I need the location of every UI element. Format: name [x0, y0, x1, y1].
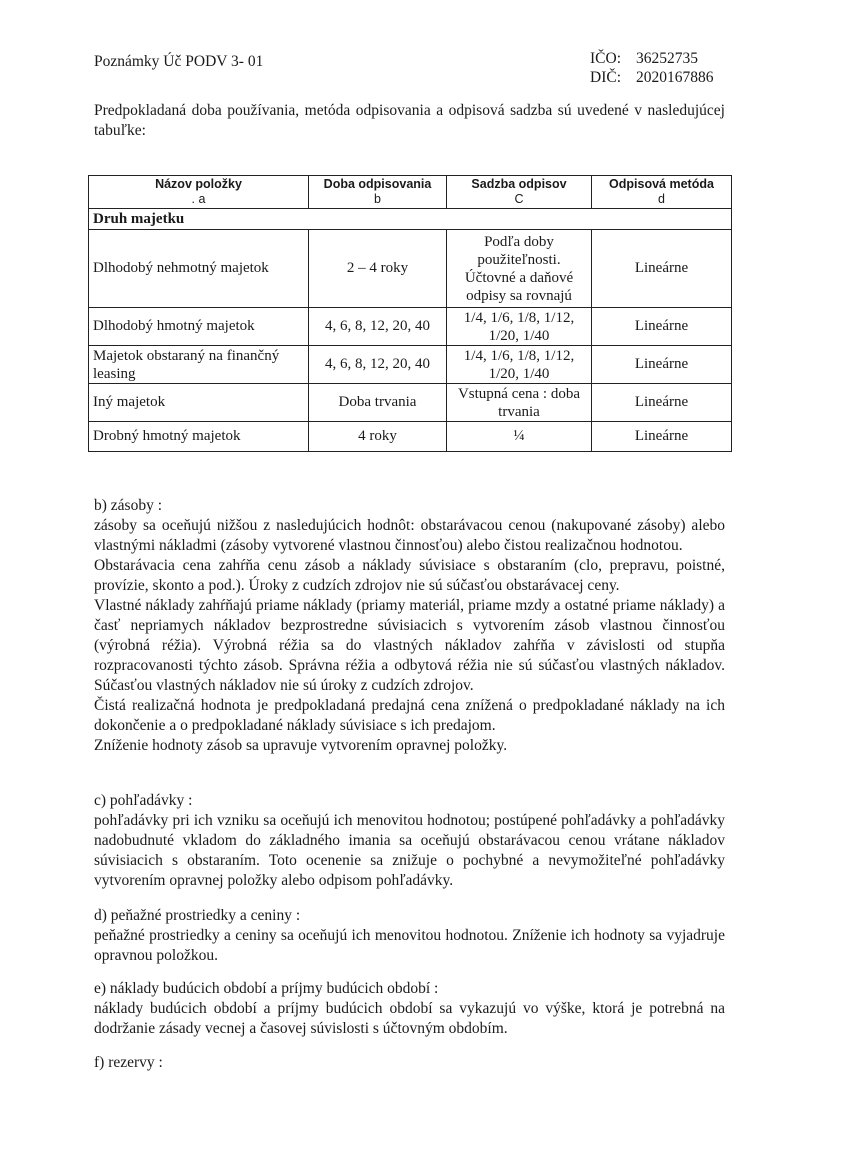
asset-name: Iný majetok: [89, 384, 309, 422]
section-provisions: [94, 1053, 725, 1073]
table-row: [89, 346, 732, 384]
col-header-period-sub: b: [374, 192, 381, 206]
col-header-name-letter: a: [198, 192, 206, 206]
table-row: [89, 384, 732, 422]
table-row: [89, 230, 732, 308]
paragraph: Zníženie hodnoty zásob sa upravuje vytvorením opravnej položky.: [94, 737, 508, 754]
paragraph: Vlastné náklady zahŕňajú priame náklady (priamy materiál, priame mzdy a ostatné priame náklady) a časť nepriamych nákladov bezprostredne súvisiacich s vytvorením zásob vlastnou činnosťou (výrobná réžia). Výrobná réžia sa do vlastných nákladov zahŕňa v závislosti od stupňa rozpracovanosti týchto zásob. Správna réžia a odbytová réžia nie sú súčasťou vlastných nákladov. Súčasťou vlastných nákladov nie sú úroky z cudzích zdrojov.: [94, 597, 725, 694]
document-header-title: Poznámky Úč PODV 3- 01: [94, 53, 264, 70]
intro-paragraph: Predpokladaná doba používania, metóda odpisovania a odpisová sadzba sú uvedené v nasledujúcej tabuľke:: [94, 102, 725, 139]
section-title: c) pohľadávky :: [94, 792, 193, 809]
ico-value: 36252735: [636, 50, 698, 67]
depreciation-method: Lineárne: [592, 384, 732, 422]
col-header-method-sub: d: [658, 192, 665, 206]
col-header-name-sub: [91, 192, 306, 207]
col-header-period: [309, 176, 447, 209]
paragraph: zásoby sa oceňujú nižšou z nasledujúcich hodnôt: obstarávacou cenou (nakupované zásoby) alebo vlastnými nákladmi (zásoby vytvorené vlastnou činnosťou) alebo čistou realizačnou hodnotou.: [94, 517, 725, 554]
depreciation-rate: Podľa doby použiteľnosti. Účtovné a daňové odpisy sa rovnajú: [447, 230, 592, 308]
paragraph: náklady budúcich období a príjmy budúcich období sa vykazujú vo výške, ktorá je potrebná na dodržanie zásady vecnej a časovej súvislosti s účtovným obdobím.: [94, 1000, 725, 1037]
asset-name: Drobný hmotný majetok: [89, 422, 309, 452]
table-group-row: [89, 209, 732, 230]
col-header-name: [89, 176, 309, 209]
depreciation-rate: ¼: [447, 422, 592, 452]
depreciation-period: 4 roky: [309, 422, 447, 452]
section-receivables: [94, 791, 725, 891]
paragraph: Obstarávacia cena zahŕňa cenu zásob a náklady súvisiace s obstaraním (clo, prepravu, poistné, provízie, skonto a pod.). Úroky z cudzích zdrojov nie sú súčasťou obstarávacej ceny.: [94, 557, 725, 594]
section-inventory: [94, 496, 725, 756]
depreciation-method: Lineárne: [592, 346, 732, 384]
table-header-row: [89, 176, 732, 209]
asset-name: Majetok obstaraný na finančný leasing: [89, 346, 309, 384]
section-title: d) peňažné prostriedky a ceniny :: [94, 907, 301, 924]
depreciation-rate: 1/4, 1/6, 1/8, 1/12, 1/20, 1/40: [447, 308, 592, 346]
asset-name: Dlhodobý nehmotný majetok: [89, 230, 309, 308]
section-title: b) zásoby :: [94, 497, 163, 514]
depreciation-rate: 1/4, 1/6, 1/8, 1/12, 1/20, 1/40: [447, 346, 592, 384]
col-header-name-prefix: .: [191, 192, 199, 206]
section-title: f) rezervy :: [94, 1054, 163, 1071]
section-cash: [94, 906, 725, 966]
depreciation-period: Doba trvania: [309, 384, 447, 422]
col-header-rate-sub: C: [514, 192, 524, 206]
section-title: e) náklady budúcich období a príjmy budúcich období :: [94, 980, 439, 997]
depreciation-rate: Vstupná cena : doba trvania: [447, 384, 592, 422]
depreciation-period: 4, 6, 8, 12, 20, 40: [309, 308, 447, 346]
table-row: [89, 308, 732, 346]
asset-name: Dlhodobý hmotný majetok: [89, 308, 309, 346]
ico-row: [590, 49, 714, 68]
depreciation-period: 2 – 4 roky: [309, 230, 447, 308]
col-header-name-title: Názov položky: [155, 177, 242, 191]
paragraph: pohľadávky pri ich vzniku sa oceňujú ich menovitou hodnotou; postúpené pohľadávky a pohľadávky nadobudnuté vkladom do základného imania sa oceňujú obstarávacou cenou vrátane nákladov súvisiacich s obstaraním. Toto ocenenie sa znižuje o pochybné a nevymožiteľné pohľadávky vytvorením opravnej položky alebo odpisom pohľadávky.: [94, 812, 725, 889]
paragraph: peňažné prostriedky a ceniny sa oceňujú ich menovitou hodnotou. Zníženie ich hodnoty sa vyjadruje opravnou položkou.: [94, 927, 725, 964]
col-header-rate: [447, 176, 592, 209]
depreciation-table: [88, 175, 732, 452]
dic-value: 2020167886: [636, 69, 714, 86]
ico-label: IČO:: [590, 50, 621, 67]
depreciation-method: Lineárne: [592, 308, 732, 346]
col-header-period-title: Doba odpisovania: [323, 177, 432, 191]
group-label: Druh majetku: [89, 209, 732, 230]
depreciation-method: Lineárne: [592, 230, 732, 308]
paragraph: Čistá realizačná hodnota je predpokladaná predajná cena znížená o predpokladané náklady na ich dokončenie a o predpokladané náklady súvisiace s ich predajom.: [94, 697, 725, 734]
depreciation-period: 4, 6, 8, 12, 20, 40: [309, 346, 447, 384]
depreciation-method: Lineárne: [592, 422, 732, 452]
dic-label: DIČ:: [590, 69, 621, 86]
dic-row: [590, 68, 714, 87]
col-header-method: [592, 176, 732, 209]
company-ids: [590, 49, 714, 87]
table-row: [89, 422, 732, 452]
depreciation-table-wrapper: [88, 175, 731, 452]
section-deferrals: [94, 979, 725, 1039]
col-header-rate-title: Sadzba odpisov: [471, 177, 567, 191]
col-header-method-title: Odpisová metóda: [609, 177, 714, 191]
